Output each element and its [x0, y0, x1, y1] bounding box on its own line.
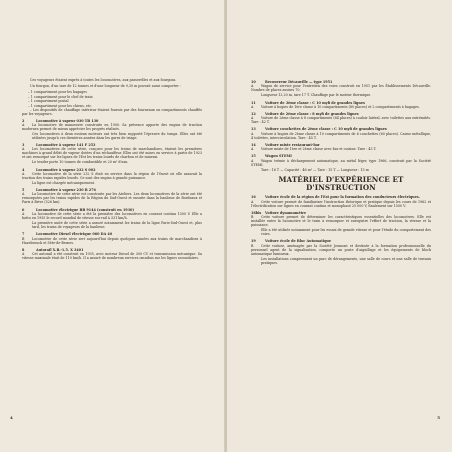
right-page — [227, 0, 452, 452]
right-entries-bottom — [251, 195, 431, 265]
catalogue-entry — [251, 195, 431, 207]
entry-paragraph: Tare : 16 T — Capacité : 46 m³ — Tare : 15 T — Longueur : 15 m — [261, 167, 369, 172]
entry-paragraph: Cette voiture permet de familiariser l'instruction théorique et pratique depuis les cours de 1962 et l'électrification sur lignes en courant continu et monophasé 25 000 V, finalement sur 1500 V. — [251, 199, 431, 208]
entry-number: 8 — [22, 247, 25, 252]
list-item: – 1 compartiment pour le chef de train — [28, 94, 93, 99]
entry-body — [251, 84, 431, 97]
left-page — [0, 0, 225, 452]
intro-paragraph: – Les dispositifs de chauffage intérieur étaient fournis par des fourneaux ou compartiments chauffés par les voyageurs. — [22, 108, 202, 117]
entry-paragraph: Cette voiture, aménagée par la Société Jeumont et destinée à la formation professionnelle du personnel agent de la signalisation, comporte un poste d'aiguillage et les équipements de block automatique lumineux. — [251, 243, 431, 256]
entry-paragraph: Elle a été utilisée notamment pour les essais de grande vitesse et pour l'étude du comportement des voies. — [261, 228, 431, 237]
entry-title: Locomotive Diesel électrique 060 DA 40 — [36, 232, 113, 237]
entry-number: 5 — [22, 188, 25, 193]
entry-letter: A — [251, 131, 254, 136]
entry-number: 6 — [22, 207, 25, 212]
entry-title: Voiture de 3ème classe : C 10 myfi de grandes lignes — [265, 100, 365, 105]
entry-paragraph: Longueur 12,20 m, tare 17 T. Chauffage par le moteur thermique. — [261, 93, 372, 98]
entry-body — [251, 105, 431, 109]
page-number-left: 4 — [10, 415, 13, 420]
catalogue-entry — [251, 211, 431, 236]
entry-number: 11 — [251, 100, 256, 105]
entry-number: 14 — [251, 142, 256, 147]
catalogue-entry — [251, 80, 431, 97]
entry-number: 15 — [251, 154, 256, 159]
entry-paragraph: Wagon de service pour l'entretien des voies construit en 1951 par les Établissements Décauville. Nombre de places assises 70. — [251, 84, 431, 93]
entry-title: Voiture dynamomètre — [265, 210, 307, 215]
entry-paragraph: Voiture de 2ème classe à 8 compartiments (64 places) à couloir latéral, avec toilettes aux extrémités. Tare : 42 T. — [251, 116, 431, 125]
intro-paragraph: Ces voyageurs étaient exprès à toutes les locomotives, aux passerelles et aux fourgons. — [30, 78, 177, 82]
left-entries — [22, 119, 202, 261]
entry-letter: A — [22, 171, 25, 176]
entry-paragraph: Cette locomotive de la série 232 S était en service dans la région de l'Ouest où elle assurait la traction des trains rapides lourds. Ce sont des engins à grande puissance. — [22, 171, 202, 180]
entry-paragraph: Locomotive de cette série sert aujourd'hui depuis quelques années aux trains de marchandises à Hazebrouck et Sète-de-Bernes. — [22, 236, 202, 245]
list-item: – 1 compartiment pour les chiens, etc. — [28, 103, 93, 108]
entry-paragraph: Voiture à bogies de 1ère classe à 10 compartiments (80 places) et 2 compartiments à bagages. — [261, 104, 420, 109]
entry-number: 12 — [251, 111, 256, 116]
intro-list — [22, 90, 202, 107]
entry-letter: A — [22, 147, 25, 152]
entry-body — [22, 147, 202, 164]
entry-body — [251, 200, 431, 208]
page-number-right: 5 — [437, 415, 440, 420]
catalogue-entry — [22, 188, 202, 204]
entry-paragraph: Les locomotives de cette série, conçues pour les trains de marchandises, étaient les premières machines à grand débit de vapeur dotées d'un réchauffeur. Elles ont été mises en service à partir de 1923 et ont remorqué sur les lignes de l'Est les trains lourds de charbon et de minerai. — [22, 147, 202, 160]
entry-title: Voiture école de Bloc Automatique — [265, 239, 332, 244]
entry-letter: B — [22, 236, 25, 241]
entry-letter: A — [251, 158, 254, 163]
catalogue-entry — [22, 208, 202, 229]
catalogue-entry — [251, 154, 431, 171]
left-column — [22, 78, 202, 263]
entry-letter: A — [251, 116, 254, 121]
entry-body — [22, 212, 202, 229]
intro-paragraph: Un fourgon, d'un tare de 12 tonnes et d'une longueur de 9,30 m pouvait aussi comporter : — [30, 84, 181, 89]
catalogue-entry — [22, 248, 202, 260]
entry-letter: A — [251, 84, 254, 89]
entry-paragraph: Wagon trémie à déchargement automatique, au métal léger, type 1966, construit par la Société STEMI. — [251, 158, 431, 167]
entry-number: 13 — [251, 127, 256, 132]
entry-body — [251, 116, 431, 124]
entry-body — [22, 172, 202, 185]
entry-number: 10 — [251, 80, 256, 84]
entry-title: Locomotive électrique BB 9144 (construit en 1930) — [36, 207, 134, 212]
catalogue-entry — [251, 101, 431, 109]
catalogue-entry — [251, 112, 431, 124]
entry-title: Voiture école de la région de l'Est pour la formation des conducteurs électriques. — [265, 195, 420, 200]
entry-paragraph: La locomotive de manœuvre construite en 1900. Sa présence apporte des engins de traction modernes permet de mieux apprécier les progrès réalisés. — [22, 122, 202, 131]
entry-letter: B — [251, 243, 254, 248]
entry-paragraph: La locomotive de cette série est construite par les Ateliers. Les deux locomotives de la série ont été remorquées par les trains rapides de la Région du Sud-Ouest et ensuite dans la banlieue de Bordeaux et Paris à Brive (526 km). — [22, 192, 202, 205]
section-title: MATÉRIEL D'EXPÉRIENCE ET D'INSTRUCTION — [278, 174, 404, 192]
entry-paragraph: Le tender porte 10 tonnes de combustible et 20 m³ d'eau. — [32, 160, 129, 165]
entry-number: 19 — [251, 239, 256, 244]
entry-body — [22, 192, 202, 204]
entry-title: Locomotive à vapeur 141 F 253 — [36, 143, 96, 148]
entry-body — [251, 159, 431, 172]
entry-number: 7 — [22, 232, 25, 237]
entry-title: Voiture couchettes de 2ème classe : C 10 myfi de grandes lignes — [265, 127, 387, 132]
entry-title: Autorail X.B.-1.5. X 3401 — [36, 247, 84, 252]
catalogue-entry — [22, 143, 202, 164]
catalogue-entry — [22, 232, 202, 244]
entry-letter: A — [22, 192, 25, 197]
entry-title: Voiture mixte restaurant-bar — [265, 142, 320, 147]
right-entries-top — [251, 80, 431, 172]
entry-body — [251, 147, 431, 151]
entry-number: 18bis — [251, 210, 262, 215]
list-item: – 1 compartiment postal — [28, 99, 69, 104]
entry-body — [22, 123, 202, 140]
entry-paragraph: La première unité de cette série a assuré notamment les trains de la ligne Paris-Sud-Ouest et, plus tard, les trains de voyageurs de la banlieue. — [32, 221, 202, 230]
entry-paragraph: Ces locomotives à deux essieux moteurs ont très bien supporté l'épreuve du temps. Elles ont été utilisées jusqu'à ces dernières années dans les gares de triage. — [32, 131, 202, 140]
entry-paragraph: Les installations comprennent un parc de dérangements, une salle de cours et une salle de travaux pratiques. — [261, 256, 431, 265]
entry-title: Locomotive à vapeur 230 B 276 — [36, 188, 96, 193]
entry-letter: A — [22, 251, 25, 256]
entry-title: Wagon STEMI — [265, 154, 292, 159]
entry-title: Voiture de 2ème classe : 8 myfi de grandes lignes — [265, 111, 359, 116]
entry-number: 16 — [251, 195, 256, 200]
list-item: – 1 compartiment pour les bagages — [28, 90, 87, 95]
entry-body — [22, 252, 202, 260]
entry-letter: A — [22, 122, 25, 127]
entry-title: Locomotive à vapeur 030 TB 130 — [36, 118, 99, 123]
right-column — [251, 80, 431, 268]
entry-letter: A — [22, 211, 25, 216]
entry-letter: B — [251, 215, 254, 219]
catalogue-entry — [22, 168, 202, 185]
entry-letter: A — [251, 199, 254, 204]
entry-letter: A — [251, 147, 254, 152]
entry-title: Locomotive à vapeur 232 S 002 — [36, 167, 96, 172]
entry-body — [22, 237, 202, 245]
entry-paragraph: Cette voiture permet de déterminer les caractéristiques essentielles des locomotives. Elle est installée entre la locomotive et le train à remorquer et enregistre l'effort de traction, la vitesse et la puissance. — [251, 215, 431, 228]
entry-paragraph: Voiture mixte de 1ère et 2ème classe avec bar et cuisine. Tare : 43 T. — [261, 147, 377, 152]
entry-title: Recouvreur Décauville — type 1951 — [265, 80, 333, 84]
entry-body — [251, 215, 431, 236]
catalogue-entry — [251, 239, 431, 264]
entry-paragraph: La locomotive de cette série a été la première des locomotives en courant continu 1500 V. Elle a battu en 1955 le record mondial de vitesse sur rail à 331 km/h. — [22, 211, 202, 220]
entry-number: 2 — [22, 118, 25, 123]
entry-paragraph: La ligne est chargée mécaniquement. — [32, 180, 95, 185]
entry-number: 4 — [22, 167, 25, 172]
catalogue-entry — [251, 127, 431, 139]
catalogue-entry — [22, 119, 202, 140]
entry-paragraph: Voiture à bogies de 2ème classe à 10 compartiments de 6 couchettes (60 places). Caisse métallique, 4 toilettes, intercirculation. Tare : 45 T. — [251, 131, 431, 140]
entry-body — [251, 244, 431, 265]
entry-paragraph: Cet autorail a été construit en 1935, avec moteur Diesel de 300 CV et transmission mécanique. Sa vitesse maximale était de 110 km/h. Il a assuré de nombreux services omnibus sur les lignes secondaires. — [22, 251, 202, 261]
catalogue-entry — [251, 143, 431, 151]
entry-body — [251, 132, 431, 140]
entry-number: 3 — [22, 143, 25, 148]
entry-letter: A — [251, 104, 254, 109]
